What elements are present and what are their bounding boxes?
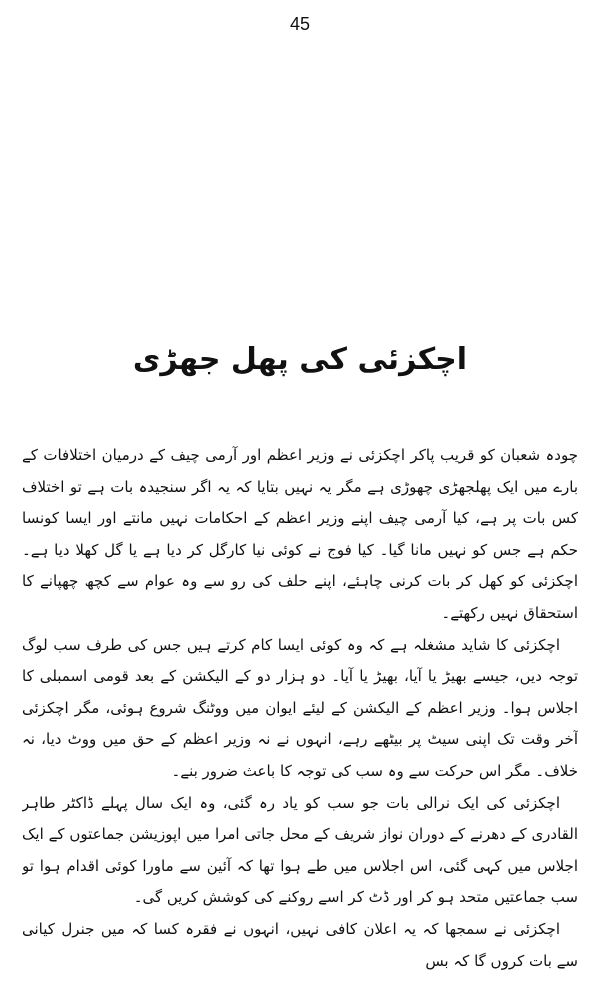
chapter-title: اچکزئی کی پھل جھڑی xyxy=(132,342,468,377)
paragraph-1: چودہ شعبان کو قریب پاکر اچکزئی نے وزیر اعظم اور آرمی چیف کے درمیان اختلافات کے بارے میں ایک پھلجھڑی چھوڑی ہے مگر یہ نہیں بتایا کہ یہ اگر سنجیدہ بات ہے تو اختلاف کس بات پر ہے، کیا آرمی چیف اپنے وزیر اعظم کے احکامات نہیں مانتے اور ایسا کونسا حکم ہے جس کو نہیں مانا گیا۔ کیا فوج نے کوئی نیا کارگل کر دیا ہے یا گل کھلا دیا ہے۔ اچکزئی کو کھل کر بات کرنی چاہئے، اپنے حلف کی رو سے وہ عوام سے کچھ چھپانے کا استحقاق نہیں رکھتے۔ xyxy=(22,446,578,622)
paragraph-2: اچکزئی کا شاید مشغلہ ہے کہ وہ کوئی ایسا کام کرتے ہیں جس کی طرف سب لوگ توجہ دیں، جیسے بھیڑ یا آیا، بھیڑ یا آیا۔ دو ہزار دو کے الیکشن کے بعد قومی اسمبلی کا اجلاس ہوا۔ وزیر اعظم کے الیکشن کے لیئے ایوان میں ووٹنگ شروع ہوئی، مگر اچکزئی آخر وقت تک اپنی سیٹ پر بیٹھے رہے، انہوں نے نہ وزیر اعظم کے حق میں ووٹ دیا، نہ خلاف۔ مگر اس حرکت سے وہ سب کی توجہ کا باعث ضرور بنے۔ xyxy=(22,635,578,780)
page-number: 45 xyxy=(289,14,311,34)
body-text xyxy=(22,440,578,980)
paragraph-4: اچکزئی نے سمجھا کہ یہ اعلان کافی نہیں، انہوں نے فقرہ کسا کہ میں جنرل کیانی سے بات کروں گا کہ بس xyxy=(22,919,578,970)
paragraph-3: اچکزئی کی ایک نرالی بات جو سب کو یاد رہ گئی، وہ ایک سال پہلے ڈاکٹر طاہر القادری کے دھرنے کے دوران نواز شریف کے محل جاتی امرا میں اپوزیشن جماعتوں کے ایک اجلاس میں کہی گئی، اس اجلاس میں طے ہوا تھا کہ آئین سے ماورا کوئی اقدام ہوا تو سب جماعتیں متحد ہو کر اور ڈٹ کر اسے روکنے کی کوشش کریں گی۔ xyxy=(22,793,578,907)
